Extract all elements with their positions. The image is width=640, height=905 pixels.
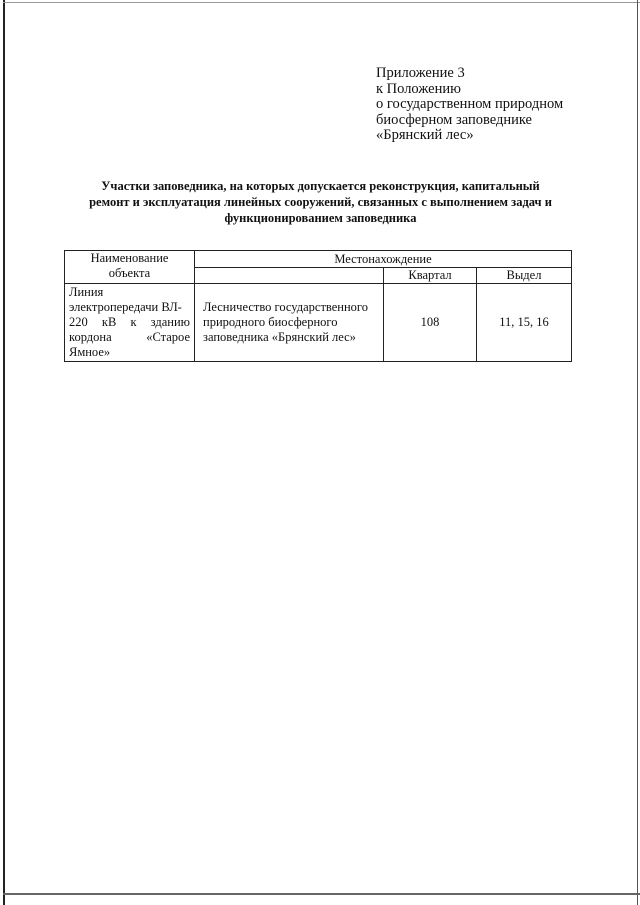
header-name-cell: [65, 251, 195, 284]
header-vydel-cell: Выдел: [477, 268, 572, 284]
table-row: [65, 284, 572, 362]
scan-border-right: [637, 0, 638, 905]
appendix-line: о государственном природном: [376, 96, 564, 112]
forestry-line: природного биосферного: [203, 315, 338, 329]
object-name-line: кордона «Старое: [69, 330, 190, 344]
table-header-row: [65, 251, 572, 268]
appendix-line: к Положению: [376, 80, 461, 97]
title-line: Участки заповедника, на которых допускается реконструкция, капитальный: [101, 179, 540, 193]
appendix-line: биосферном заповеднике: [376, 111, 532, 128]
header-name-line: объекта: [108, 266, 151, 280]
objects-table: [64, 250, 572, 362]
object-name-line: Ямное»: [69, 345, 111, 359]
vydel-cell: 11, 15, 16: [477, 284, 572, 362]
object-name-line: 220 кВ к зданию: [69, 315, 190, 329]
header-forestry-cell: [195, 268, 384, 284]
header-name-line: Наименование: [90, 251, 169, 265]
title-line: функционированием заповедника: [224, 211, 417, 225]
appendix-line: «Брянский лес»: [376, 127, 474, 143]
scan-border-top: [3, 2, 640, 3]
document-title: [68, 178, 573, 226]
object-name-line: Линия: [69, 285, 104, 299]
forestry-cell: [195, 284, 384, 362]
forestry-line: Лесничество государственного: [203, 300, 368, 314]
kvartal-cell: 108: [384, 284, 477, 362]
appendix-header: [376, 66, 626, 144]
title-line: ремонт и эксплуатация линейных сооружений, связанных с выполнением задач и: [89, 195, 552, 209]
scan-border-left: [3, 0, 5, 905]
object-name-cell: [65, 284, 195, 362]
header-kvartal-cell: Квартал: [384, 268, 477, 284]
header-location-cell: Местонахождение: [195, 251, 572, 268]
appendix-line: Приложение 3: [376, 65, 465, 81]
forestry-line: заповедника «Брянский лес»: [203, 330, 356, 344]
object-name-line: электропередачи ВЛ-: [69, 300, 182, 314]
scan-border-bottom: [3, 893, 640, 895]
